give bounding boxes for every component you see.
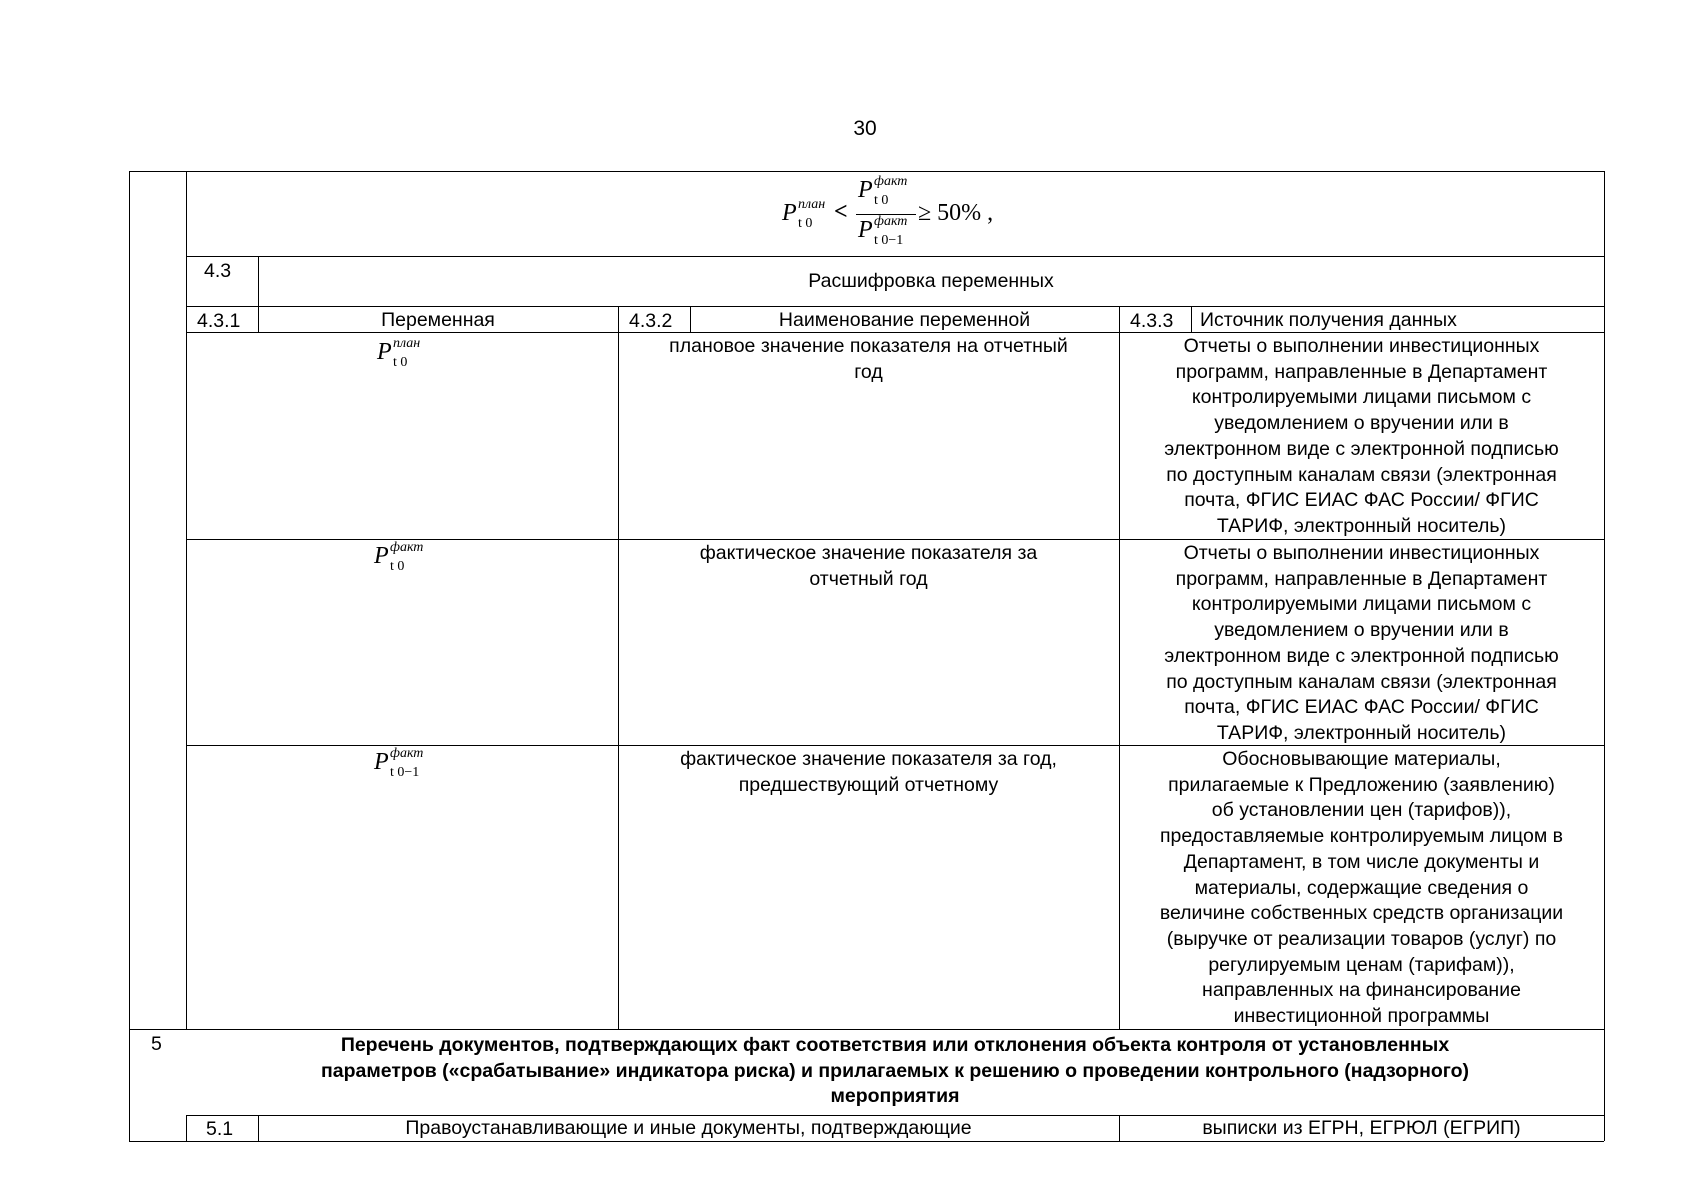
table-border (186, 306, 1604, 307)
table-border (129, 171, 130, 1141)
text-line: об установлении цен (тарифов)), (1211, 799, 1512, 822)
text-line: год (854, 360, 883, 383)
formula (782, 173, 1062, 255)
table-border (186, 256, 1604, 257)
table-border (1604, 171, 1605, 1141)
variable-symbol (374, 746, 424, 780)
table-border (186, 1115, 187, 1141)
table-border (129, 171, 1604, 172)
formula-num-base: P (858, 177, 873, 203)
formula-num-sup: факт (874, 174, 908, 189)
variable-sub: t 0 (390, 559, 405, 574)
indicator-table (129, 171, 1604, 1141)
data-source (1119, 747, 1604, 1030)
variable-base: P (374, 543, 389, 569)
section-number: 4.3 (204, 260, 232, 282)
variable-sup: факт (390, 746, 424, 761)
table-border (186, 171, 187, 1029)
section-title: Расшифровка переменных (808, 270, 1054, 292)
text-line: Перечень документов, подтверждающих факт соответствия или отклонения объекта контроля от установленных (340, 1034, 1450, 1056)
less-than-sign: < (834, 199, 848, 225)
row-number: 5.1 (206, 1118, 234, 1140)
header-number: 4.3.2 (629, 310, 673, 332)
formula-tail: ≥ 50% , (918, 200, 994, 226)
formula-lhs-sub: t 0 (798, 216, 813, 231)
header-number: 4.3.3 (1130, 310, 1174, 332)
text-line: уведомлением о вручении или в (1214, 619, 1509, 642)
text-line: направленных на финансирование (1202, 979, 1521, 1002)
formula-lhs-sup: план (798, 197, 826, 212)
text-line: предшествующий отчетному (738, 773, 999, 796)
text-line: плановое значение показателя на отчетный (669, 335, 1068, 357)
formula-lhs-base: P (782, 200, 797, 226)
text-line: электронном виде с электронной подписью (1164, 437, 1559, 460)
variable-name (618, 747, 1119, 798)
formula-den-base: P (858, 217, 873, 243)
text-line: предоставляемые контролируемым лицом в (1159, 825, 1564, 848)
variable-symbol (374, 540, 424, 574)
text-line: контролируемыми лицами письмом с (1191, 593, 1532, 616)
text-line: контролируемыми лицами письмом с (1191, 386, 1532, 409)
text-line: отчетный год (809, 567, 928, 590)
text-line: Отчеты о выполнении инвестиционных (1183, 542, 1540, 564)
text-line: параметров («срабатывание» индикатора риска) и прилагаемых к решению о проведении контрольного (надзорного) (320, 1059, 1470, 1082)
text-line: фактическое значение показателя за (699, 542, 1038, 564)
text-line: программ, направленные в Департамент (1175, 360, 1548, 383)
text-line: величине собственных средств организации (1159, 902, 1564, 925)
text-line: Отчеты о выполнении инвестиционных (1183, 335, 1540, 357)
section-title (186, 1033, 1604, 1110)
section-number: 5 (151, 1033, 162, 1055)
table-border (618, 306, 619, 1029)
variable-sup: факт (390, 540, 424, 555)
header-label: Переменная (381, 309, 495, 331)
data-source (1119, 334, 1604, 540)
row-source: выписки из ЕГРН, ЕГРЮЛ (ЕГРИП) (1202, 1117, 1521, 1139)
variable-sup: план (393, 336, 421, 351)
text-line: инвестиционной программы (1233, 1005, 1490, 1028)
text-line: по доступным каналам связи (электронная (1166, 670, 1557, 693)
variable-sub: t 0 (393, 355, 408, 370)
text-line: ТАРИФ, электронный носитель) (1216, 514, 1507, 537)
text-line: мероприятия (830, 1085, 960, 1108)
text-line: прилагаемые к Предложению (заявлению) (1168, 773, 1555, 796)
variable-symbol (377, 336, 421, 370)
text-line: ТАРИФ, электронный носитель) (1216, 721, 1507, 744)
text-line: (выручке от реализации товаров (услуг) по (1166, 927, 1557, 950)
table-border (1191, 306, 1192, 332)
data-source (1119, 541, 1604, 747)
text-line: почта, ФГИС ЕИАС ФАС России/ ФГИС (1184, 696, 1539, 719)
variable-name (618, 541, 1119, 592)
text-line: почта, ФГИС ЕИАС ФАС России/ ФГИС (1184, 489, 1539, 512)
header-label: Источник получения данных (1200, 309, 1457, 331)
variable-base: P (374, 749, 389, 775)
formula-den-sup: факт (874, 214, 908, 229)
row-text: Правоустанавливающие и иные документы, подтверждающие (405, 1117, 972, 1139)
formula-num-sub: t 0 (874, 193, 889, 208)
text-line: по доступным каналам связи (электронная (1166, 463, 1557, 486)
formula-den-sub: t 0−1 (874, 233, 904, 248)
page-number: 30 (853, 117, 877, 140)
variable-base: P (377, 339, 392, 365)
text-line: программ, направленные в Департамент (1175, 567, 1548, 590)
text-line: Департамент, в том числе документы и (1183, 850, 1540, 873)
text-line: уведомлением о вручении или в (1214, 412, 1509, 435)
text-line: Обосновывающие материалы, (1222, 748, 1501, 770)
header-label: Наименование переменной (778, 309, 1031, 331)
variable-sub: t 0−1 (390, 765, 420, 780)
text-line: регулируемым ценам (тарифам)), (1208, 953, 1515, 976)
variable-name (618, 334, 1119, 385)
header-number: 4.3.1 (197, 310, 241, 332)
text-line: электронном виде с электронной подписью (1164, 644, 1559, 667)
text-line: материалы, содержащие сведения о (1194, 876, 1529, 899)
text-line: фактическое значение показателя за год, (680, 748, 1057, 770)
